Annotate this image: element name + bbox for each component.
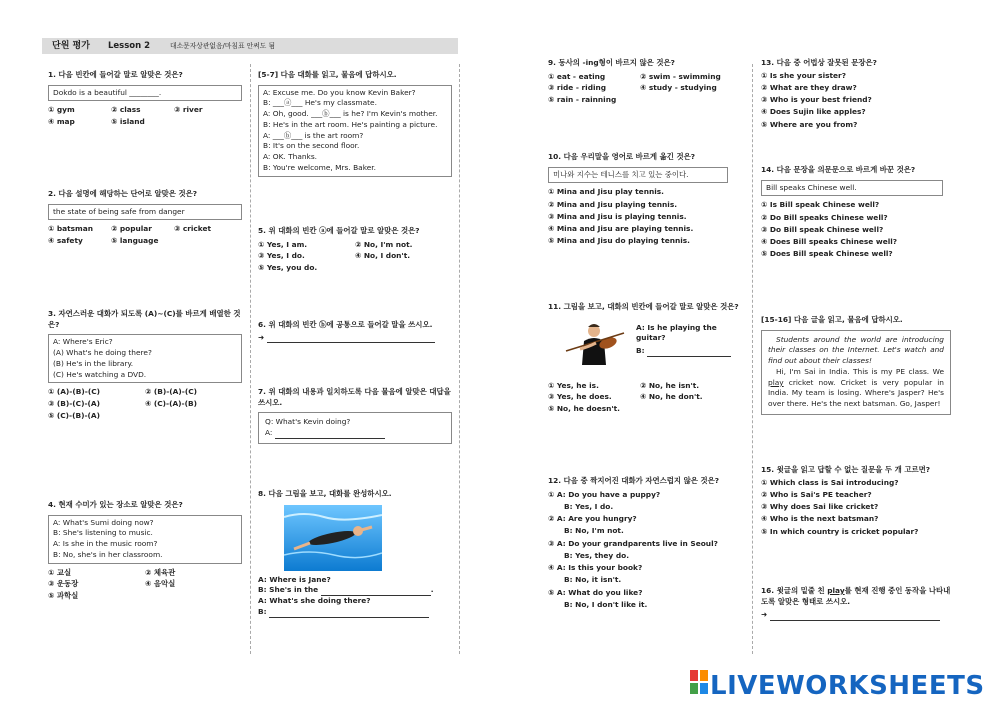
- option[interactable]: ⑤ island: [111, 117, 145, 127]
- option[interactable]: ④ Who is the next batsman?: [761, 514, 879, 524]
- option[interactable]: ③ Who is your best friend?: [761, 95, 872, 105]
- option[interactable]: ② What are they draw?: [761, 82, 857, 92]
- reading-passage: Students around the world are introducing their classes on the Internet. Let's watch and find out about their classes! Hi, I'm Sai in India. This is my PE class. We play cricket now. Cricket is very popular in India. My team is losing. Where's Jasper? He's over there. He's the next batsman. Go, Jasper!: [761, 330, 951, 415]
- q3-options[interactable]: [48, 387, 242, 421]
- q8-dialogue: A: Where is Jane? B: She's in the . A: What's she doing there? B:: [258, 574, 434, 616]
- question-2: 2. 다음 설명에 해당하는 단어로 알맞은 것은? the state of being safe from danger ① batsman ② popular ③ cricket ④ safety ⑤ language: [48, 189, 242, 247]
- header-note: 대소문자상관없음/마침표 안써도 됨: [170, 41, 276, 50]
- question-6: 6. 위 대화의 빈칸 ⓑ에 공통으로 들어갈 말을 쓰시오. ➜: [258, 320, 452, 343]
- header-bar: [42, 38, 458, 54]
- answer-line[interactable]: [647, 348, 731, 357]
- option[interactable]: ② class: [111, 105, 141, 115]
- option[interactable]: ③ ride - riding: [548, 83, 607, 93]
- option[interactable]: ⑤ A: What do you like? B: No, I don't like it.: [548, 587, 648, 609]
- unit-title: 단원 평가: [52, 41, 90, 51]
- answer-line[interactable]: ➜: [761, 610, 955, 621]
- dialogue-box: A: Excuse me. Do you know Kevin Baker? B: ___ⓐ___ He's my classmate. A: Oh, good. ___ⓑ___ is he? I'm Kevin's mother. B: He's in the art room. He's painting a picture. A: ___ⓑ___ is the art room? B: It's on the second floor. A: OK. Thanks. B: You're welcome, Mrs. Baker.: [258, 85, 452, 177]
- q11-options[interactable]: [548, 381, 746, 415]
- option[interactable]: ③ 운동장: [48, 579, 79, 589]
- option[interactable]: ③ Yes, he does.: [548, 392, 612, 402]
- liveworksheets-logo: [690, 670, 985, 701]
- option[interactable]: ⑤ (C)-(B)-(A): [48, 410, 101, 420]
- option[interactable]: ⑤ Does Bill speak Chinese well?: [761, 249, 893, 259]
- question-1: 1. 다음 빈칸에 들어갈 말로 알맞은 것은? Dokdo is a beautiful ________. ① gym ② class ③ river ④ map ⑤ island: [48, 70, 242, 128]
- option[interactable]: ② No, I'm not.: [355, 239, 413, 249]
- option[interactable]: ① batsman: [48, 224, 93, 234]
- option[interactable]: ④ No, he don't.: [640, 392, 703, 402]
- question-5: 5. 위 대화의 빈칸 ⓐ에 들어갈 말로 알맞은 것은? ① Yes, I am. ② No, I'm not. ③ Yes, I do. ④ No, I don't. ⑤ Yes, you do.: [258, 226, 452, 274]
- option[interactable]: ② Who is Sai's PE teacher?: [761, 489, 872, 499]
- q10-box: 미나와 지수는 테니스를 치고 있는 중이다.: [548, 167, 728, 184]
- option[interactable]: ③ Mina and Jisu is playing tennis.: [548, 211, 687, 221]
- lesson-title: Lesson 2: [108, 41, 151, 51]
- option[interactable]: ① Yes, he is.: [548, 380, 599, 390]
- option[interactable]: ⑤ Where are you from?: [761, 119, 858, 129]
- option[interactable]: ⑤ No, he doesn't.: [548, 404, 620, 414]
- q4-box: A: What's Sumi doing now? B: She's listening to music. A: Is she in the music room? B: No, she's in her classroom.: [48, 515, 242, 564]
- option[interactable]: ③ river: [174, 105, 203, 115]
- option[interactable]: ④ study - studying: [640, 83, 717, 93]
- option[interactable]: ① (A)-(B)-(C): [48, 387, 101, 397]
- q4-options[interactable]: [48, 568, 242, 602]
- option[interactable]: ④ 음악실: [145, 579, 176, 589]
- violinist-image: [558, 321, 632, 365]
- option[interactable]: ② 체육관: [145, 567, 176, 577]
- option[interactable]: ③ cricket: [174, 224, 212, 234]
- option[interactable]: ① Mina and Jisu play tennis.: [548, 187, 664, 197]
- question-16: 16. 윗글의 밑줄 친 play를 현재 진행 중인 동작을 나타내도록 알맞은 형태로 쓰시오. ➜: [761, 586, 955, 621]
- answer-line[interactable]: [269, 609, 429, 618]
- option[interactable]: ④ (C)-(A)-(B): [145, 399, 198, 409]
- question-13: 13. 다음 중 어법상 잘못된 문장은? ① Is she your sister? ② What are they draw? ③ Who is your best friend? ④ Does Sujin like apples? ⑤ Where are you from?: [761, 58, 955, 132]
- question-10: 10. 다음 우리말을 영어로 바르게 옮긴 것은? 미나와 지수는 테니스를 치고 있는 중이다. ① Mina and Jisu play tennis. ② Mina and Jisu playing tennis. ③ Mina and Jisu is playing tennis. ④ Mina and Jisu are playing tennis. ⑤ Mina and Jisu do playing tennis.: [548, 152, 746, 249]
- underlined-word: play: [768, 377, 784, 387]
- column-divider: [752, 64, 753, 654]
- option[interactable]: ③ Why does Sai like cricket?: [761, 502, 879, 512]
- option[interactable]: ④ A: Is this your book? B: No, it isn't.: [548, 563, 643, 585]
- q15-options[interactable]: [761, 478, 955, 538]
- option[interactable]: ② Mina and Jisu playing tennis.: [548, 199, 678, 209]
- question-9: 9. 동사의 -ing형이 바르지 않은 것은? ① eat - eating ② swim - swimming ③ ride - riding ④ study - studying ⑤ rain - rainning: [548, 58, 746, 106]
- option[interactable]: ⑤ Yes, you do.: [258, 263, 318, 273]
- option[interactable]: ① eat - eating: [548, 71, 606, 81]
- question-5-7-dialogue: [5-7] 다음 대화를 읽고, 물음에 답하시오. A: Excuse me. Do you know Kevin Baker? B: ___ⓐ___ He's my classmate. A: Oh, good. ___ⓑ___ is he? I'm Kevin's mother. B: He's in the art room. He's painting a picture. A: ___ⓑ___ is the art room? B: It's on the second floor. A: OK. Thanks. B: You're welcome, Mrs. Baker.: [258, 70, 452, 181]
- q13-options[interactable]: [761, 71, 955, 131]
- q9-options[interactable]: [548, 72, 746, 106]
- q7-box: Q: What's Kevin doing? A:: [258, 412, 452, 443]
- option[interactable]: ② Do Bill speaks Chinese well?: [761, 212, 888, 222]
- option[interactable]: ④ map: [48, 117, 75, 127]
- option[interactable]: ⑤ rain - rainning: [548, 95, 617, 105]
- logo-text: LIVEWORKSHEETS: [710, 671, 985, 701]
- q1-box: Dokdo is a beautiful ________.: [48, 85, 242, 102]
- option[interactable]: ③ Yes, I do.: [258, 251, 305, 261]
- answer-line[interactable]: ➜: [258, 333, 452, 344]
- question-11: 11. 그림을 보고, 대화의 빈칸에 들어갈 말로 알맞은 것은? A: Is he playing the guitar? B: ① Yes, he is. ② No, he isn't. ③ Yes, he does. ④ No, he don't. ⑤ No, he doesn't.: [548, 302, 746, 415]
- q1-options[interactable]: [48, 105, 242, 127]
- option[interactable]: ① 교실: [48, 567, 72, 577]
- question-4: 4. 현재 수미가 있는 장소로 알맞은 것은? A: What's Sumi doing now? B: She's listening to music. A: Is she in the music room? B: No, she's in her classroom. ① 교실 ② 체육관 ③ 운동장 ④ 음악실 ⑤ 과학실: [48, 500, 242, 602]
- question-8: 8. 다음 그림을 보고, 대화를 완성하시오. A: Where is Jane? B: She's in the . A: What's she doing there? B:: [258, 489, 452, 618]
- option[interactable]: ④ Does Bill speaks Chinese well?: [761, 237, 898, 247]
- q5-options[interactable]: [258, 240, 452, 274]
- option[interactable]: ① A: Do you have a puppy? B: Yes, I do.: [548, 489, 661, 511]
- option[interactable]: ① gym: [48, 105, 75, 115]
- option[interactable]: ④ safety: [48, 236, 83, 246]
- q2-options[interactable]: [48, 224, 242, 246]
- q2-box: the state of being safe from danger: [48, 204, 242, 221]
- q12-options[interactable]: [548, 490, 746, 611]
- option[interactable]: ④ Mina and Jisu are playing tennis.: [548, 224, 694, 234]
- question-3: 3. 자연스러운 대화가 되도록 (A)~(C)를 바르게 배열한 것은? A: Where's Eric? (A) What's he doing there? (B) He's in the library. (C) He's watching a DVD. ① (A)-(B)-(C) ② (B)-(A)-(C) ③ (B)-(C)-(A) ④ (C)-(A)-(B) ⑤ (C)-(B)-(A): [48, 309, 241, 420]
- q14-box: Bill speaks Chinese well.: [761, 180, 943, 197]
- question-14: 14. 다음 문장을 의문문으로 바르게 바꾼 것은? Bill speaks Chinese well. ① Is Bill speak Chinese well? ② Do Bill speaks Chinese well? ③ Do Bill speak Chinese well? ④ Does Bill speaks Chinese well? ⑤ Does Bill speak Chinese well?: [761, 165, 955, 262]
- option[interactable]: ③ A: Do your grandparents live in Seoul? B: Yes, they do.: [548, 538, 718, 560]
- option[interactable]: ④ Does Sujin like apples?: [761, 107, 866, 117]
- logo-icon: [690, 670, 708, 694]
- option[interactable]: ① Which class is Sai introducing?: [761, 477, 899, 487]
- option[interactable]: ② swim - swimming: [640, 71, 721, 81]
- option[interactable]: ① Yes, I am.: [258, 239, 308, 249]
- q10-options[interactable]: [548, 187, 746, 247]
- question-15: 15. 윗글을 읽고 답할 수 없는 질문을 두 개 고르면? ① Which class is Sai introducing? ② Who is Sai's PE teacher? ③ Why does Sai like cricket? ④ Who is the next batsman? ⑤ In which country is cricket popular?: [761, 465, 955, 539]
- option[interactable]: ① Is Bill speak Chinese well?: [761, 200, 880, 210]
- q3-box: A: Where's Eric? (A) What's he doing there? (B) He's in the library. (C) He's watching a DVD.: [48, 334, 242, 383]
- option[interactable]: ② A: Are you hungry? B: No, I'm not.: [548, 514, 637, 536]
- q14-options[interactable]: [761, 200, 955, 260]
- column-divider: [459, 64, 460, 654]
- question-7: 7. 위 대화의 내용과 일치하도록 다음 물음에 알맞은 대답을 쓰시오. Q: What's Kevin doing? A:: [258, 387, 452, 448]
- option[interactable]: ② No, he isn't.: [640, 380, 700, 390]
- option[interactable]: ③ Do Bill speak Chinese well?: [761, 224, 884, 234]
- answer-line[interactable]: [275, 430, 385, 439]
- option[interactable]: ⑤ language: [111, 236, 159, 246]
- question-15-16-passage: [15-16] 다음 글을 읽고, 물음에 답하시오. Students around the world are introducing their classes on the Internet. Let's watch and find out about their classes! Hi, I'm Sai in India. This is my PE class. We play cricket now. Cricket is very popular in India. My team is losing. Where's Jasper? He's over there. He's the next batsman. Go, Jasper!: [761, 315, 951, 415]
- option[interactable]: ② popular: [111, 224, 152, 234]
- option[interactable]: ⑤ Mina and Jisu do playing tennis.: [548, 236, 690, 246]
- question-12: 12. 다음 중 짝지어진 대화가 자연스럽지 않은 것은? ① A: Do you have a puppy? B: Yes, I do. ② A: Are you hungry? B: No, I'm not. ③ A: Do your grandparents live in Seoul? B: Yes, they do. ④ A: Is this your book? B: No, it isn't. ⑤ A: What do you like? B: No, I don't like it.: [548, 476, 746, 612]
- option[interactable]: ② (B)-(A)-(C): [145, 387, 198, 397]
- option[interactable]: ④ No, I don't.: [355, 251, 411, 261]
- column-divider: [250, 64, 251, 654]
- option[interactable]: ⑤ In which country is cricket popular?: [761, 526, 919, 536]
- answer-line[interactable]: [321, 587, 431, 596]
- option[interactable]: ① Is she your sister?: [761, 70, 846, 80]
- option[interactable]: ③ (B)-(C)-(A): [48, 399, 101, 409]
- option[interactable]: ⑤ 과학실: [48, 591, 79, 601]
- swimmer-image: [284, 505, 382, 571]
